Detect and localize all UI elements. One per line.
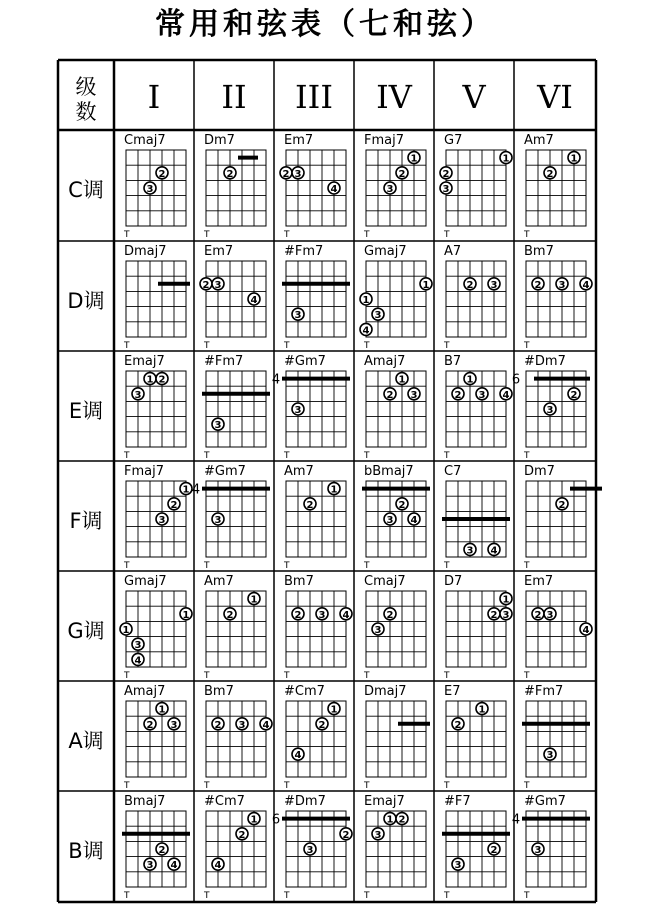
- finger-number: 1: [146, 374, 154, 386]
- thumb-marker: T: [444, 671, 450, 681]
- degree-header: II: [221, 78, 247, 116]
- finger-number: 2: [442, 168, 450, 180]
- finger-number: 2: [158, 374, 166, 386]
- finger-number: 3: [386, 184, 394, 195]
- finger-number: 3: [534, 845, 542, 856]
- finger-number: 2: [202, 279, 210, 291]
- corner-label-top: 级: [75, 75, 97, 99]
- finger-number: 3: [294, 310, 302, 322]
- chord-name: Cmaj7: [364, 574, 406, 589]
- finger-number: 3: [306, 845, 314, 856]
- fretboard-outline: [286, 591, 346, 667]
- thumb-marker: T: [284, 561, 290, 571]
- finger-number: 1: [410, 153, 418, 165]
- thumb-marker: T: [284, 671, 290, 681]
- finger-number: 3: [158, 515, 166, 526]
- fretboard-outline: [446, 371, 506, 447]
- thumb-marker: T: [204, 230, 210, 240]
- finger-number: 1: [502, 153, 510, 165]
- degree-header: V: [462, 78, 486, 116]
- chord-name: Gmaj7: [124, 574, 167, 589]
- chord-name: Cmaj7: [124, 133, 166, 148]
- finger-number: 3: [318, 609, 326, 621]
- thumb-marker: T: [364, 341, 370, 351]
- thumb-marker: T: [524, 671, 530, 681]
- fret-position-label: 4: [511, 812, 521, 828]
- fretboard-outline: [366, 371, 426, 447]
- finger-number: 2: [398, 814, 406, 826]
- fretboard-outline: [366, 701, 426, 777]
- thumb-marker: T: [364, 230, 370, 240]
- finger-number: 2: [398, 499, 406, 511]
- thumb-marker: T: [364, 891, 370, 901]
- finger-number: 1: [478, 704, 486, 716]
- chord-name: Amaj7: [124, 684, 166, 699]
- finger-number: 1: [182, 609, 190, 621]
- finger-number: 4: [294, 750, 302, 762]
- finger-number: 1: [182, 484, 190, 496]
- thumb-marker: T: [364, 451, 370, 461]
- thumb-marker: T: [124, 230, 130, 240]
- finger-number: 4: [342, 609, 350, 621]
- degree-header: I: [147, 78, 161, 116]
- finger-number: 1: [570, 153, 578, 165]
- chord-name: #Dm7: [284, 794, 326, 809]
- finger-number: 3: [238, 719, 246, 731]
- finger-number: 1: [422, 279, 430, 291]
- finger-number: 1: [158, 704, 166, 716]
- thumb-marker: T: [124, 561, 130, 571]
- fretboard-outline: [206, 371, 266, 447]
- thumb-marker: T: [524, 451, 530, 461]
- fret-position-label: 4: [191, 482, 201, 498]
- key-label: A调: [68, 729, 104, 753]
- fretboard-outline: [446, 701, 506, 777]
- chord-name: #Cm7: [284, 684, 325, 699]
- thumb-marker: T: [444, 891, 450, 901]
- thumb-marker: T: [364, 561, 370, 571]
- finger-number: 3: [374, 625, 382, 636]
- finger-number: 3: [502, 609, 510, 621]
- finger-number: 3: [546, 609, 554, 621]
- thumb-marker: T: [124, 451, 130, 461]
- finger-number: 2: [490, 845, 498, 856]
- finger-number: 4: [170, 860, 178, 872]
- finger-number: 2: [398, 168, 406, 180]
- finger-number: 3: [214, 515, 222, 526]
- finger-number: 4: [490, 545, 498, 557]
- finger-number: 4: [582, 625, 590, 636]
- fretboard-outline: [446, 261, 506, 337]
- finger-number: 3: [374, 829, 382, 841]
- fretboard-outline: [526, 701, 586, 777]
- thumb-marker: T: [204, 561, 210, 571]
- chord-name: #Cm7: [204, 794, 245, 809]
- chord-name: G7: [444, 133, 463, 148]
- finger-number: 2: [386, 609, 394, 621]
- finger-number: 1: [330, 704, 338, 716]
- fret-position-label: 4: [271, 372, 281, 388]
- finger-number: 3: [410, 389, 418, 401]
- finger-number: 2: [226, 609, 234, 621]
- fretboard-outline: [366, 811, 426, 887]
- chord-name: Fmaj7: [124, 464, 164, 479]
- finger-number: 3: [146, 184, 154, 195]
- finger-number: 2: [170, 499, 178, 511]
- chord-name: #Gm7: [204, 464, 246, 479]
- finger-number: 2: [454, 389, 462, 401]
- chord-name: Emaj7: [364, 794, 405, 809]
- finger-number: 2: [318, 719, 326, 731]
- finger-number: 3: [134, 389, 142, 401]
- finger-number: 2: [570, 389, 578, 401]
- fretboard-outline: [446, 591, 506, 667]
- finger-number: 3: [546, 750, 554, 762]
- chord-name: Em7: [204, 244, 234, 259]
- finger-number: 3: [170, 719, 178, 731]
- finger-number: 2: [238, 829, 246, 841]
- finger-number: 4: [250, 295, 258, 306]
- finger-number: 1: [386, 814, 394, 826]
- thumb-marker: T: [284, 230, 290, 240]
- thumb-marker: T: [444, 341, 450, 351]
- finger-number: 3: [214, 279, 222, 291]
- thumb-marker: T: [444, 781, 450, 791]
- finger-number: 1: [362, 295, 370, 306]
- finger-number: 4: [330, 184, 338, 195]
- thumb-marker: T: [284, 781, 290, 791]
- finger-number: 1: [502, 594, 510, 606]
- corner-label-bottom: 数: [75, 100, 97, 124]
- finger-number: 2: [534, 609, 542, 621]
- finger-number: 4: [262, 719, 270, 731]
- finger-number: 2: [386, 389, 394, 401]
- chord-name: #Fm7: [524, 684, 564, 699]
- chord-name: C7: [444, 464, 462, 479]
- finger-number: 1: [122, 625, 130, 636]
- key-label: B调: [68, 839, 104, 863]
- thumb-marker: T: [284, 341, 290, 351]
- page-title: 常用和弦表（七和弦）: [155, 7, 495, 42]
- thumb-marker: T: [444, 561, 450, 571]
- thumb-marker: T: [524, 891, 530, 901]
- thumb-marker: T: [204, 451, 210, 461]
- finger-number: 4: [410, 515, 418, 526]
- chord-name: Fmaj7: [364, 133, 404, 148]
- finger-number: 3: [490, 279, 498, 291]
- finger-number: 1: [250, 814, 258, 826]
- thumb-marker: T: [124, 671, 130, 681]
- finger-number: 1: [250, 594, 258, 606]
- finger-number: 2: [146, 719, 154, 731]
- fretboard-outline: [206, 150, 266, 226]
- thumb-marker: T: [204, 891, 210, 901]
- chord-name: E7: [444, 684, 461, 699]
- chord-name: #F7: [444, 794, 471, 809]
- chord-name: #Fm7: [284, 244, 324, 259]
- degree-header: VI: [537, 78, 573, 116]
- thumb-marker: T: [524, 561, 530, 571]
- chord-name: bBmaj7: [364, 464, 414, 479]
- fretboard-outline: [126, 371, 186, 447]
- chord-name: Gmaj7: [364, 244, 407, 259]
- chord-name: Bmaj7: [124, 794, 166, 809]
- chord-name: Em7: [284, 133, 314, 148]
- chord-name: Am7: [284, 464, 314, 479]
- finger-number: 3: [294, 405, 302, 416]
- chord-name: #Fm7: [204, 354, 244, 369]
- finger-number: 2: [158, 168, 166, 180]
- finger-number: 2: [490, 609, 498, 621]
- thumb-marker: T: [204, 671, 210, 681]
- degree-header: IV: [376, 78, 412, 116]
- finger-number: 2: [158, 845, 166, 856]
- finger-number: 3: [214, 420, 222, 432]
- finger-number: 3: [374, 310, 382, 322]
- finger-number: 3: [466, 545, 474, 557]
- finger-number: 4: [582, 279, 590, 291]
- fretboard-outline: [286, 261, 346, 337]
- key-label: C调: [68, 178, 104, 202]
- finger-number: 3: [546, 405, 554, 416]
- finger-number: 3: [442, 184, 450, 195]
- finger-number: 3: [454, 860, 462, 872]
- chord-name: Bm7: [524, 244, 554, 259]
- chord-name: Em7: [524, 574, 554, 589]
- finger-number: 1: [330, 484, 338, 496]
- key-label: F调: [69, 509, 103, 533]
- finger-number: 4: [214, 860, 222, 872]
- thumb-marker: T: [364, 781, 370, 791]
- chord-name: Amaj7: [364, 354, 406, 369]
- finger-number: 3: [478, 389, 486, 401]
- fretboard-outline: [206, 701, 266, 777]
- thumb-marker: T: [524, 781, 530, 791]
- chord-name: Bm7: [284, 574, 314, 589]
- finger-number: 4: [362, 325, 370, 337]
- chord-name: D7: [444, 574, 463, 589]
- finger-number: 2: [454, 719, 462, 731]
- thumb-marker: T: [124, 341, 130, 351]
- finger-number: 2: [534, 279, 542, 291]
- finger-number: 1: [398, 374, 406, 386]
- degree-header: III: [295, 78, 333, 116]
- key-label: G调: [67, 619, 105, 643]
- fret-position-label: 6: [271, 812, 281, 828]
- chord-name: Dmaj7: [364, 684, 407, 699]
- finger-number: 4: [502, 389, 510, 401]
- finger-number: 2: [558, 499, 566, 511]
- chord-name: A7: [444, 244, 462, 259]
- fretboard-outline: [126, 701, 186, 777]
- fretboard-outline: [526, 481, 586, 557]
- thumb-marker: T: [524, 230, 530, 240]
- thumb-marker: T: [364, 671, 370, 681]
- finger-number: 4: [134, 655, 142, 667]
- finger-number: 2: [306, 499, 314, 511]
- thumb-marker: T: [204, 781, 210, 791]
- thumb-marker: T: [124, 781, 130, 791]
- chord-name: Am7: [524, 133, 554, 148]
- finger-number: 2: [546, 168, 554, 180]
- finger-number: 2: [214, 719, 222, 731]
- finger-number: 3: [386, 515, 394, 526]
- key-label: E调: [68, 399, 104, 423]
- key-label: D调: [67, 289, 105, 313]
- chord-name: Dm7: [524, 464, 555, 479]
- finger-number: 3: [134, 640, 142, 652]
- fretboard-outline: [446, 150, 506, 226]
- thumb-marker: T: [444, 451, 450, 461]
- finger-number: 2: [282, 168, 290, 180]
- finger-number: 3: [146, 860, 154, 872]
- finger-number: 2: [226, 168, 234, 180]
- thumb-marker: T: [524, 341, 530, 351]
- chord-name: Bm7: [204, 684, 234, 699]
- finger-number: 2: [466, 279, 474, 291]
- fretboard-outline: [126, 261, 186, 337]
- chord-name: B7: [444, 354, 462, 369]
- chord-name: #Gm7: [524, 794, 566, 809]
- chord-name: Emaj7: [124, 354, 165, 369]
- chord-name: #Dm7: [524, 354, 566, 369]
- fret-position-label: 6: [511, 372, 521, 388]
- fretboard-outline: [366, 261, 426, 337]
- chord-name: Am7: [204, 574, 234, 589]
- chord-name: Dmaj7: [124, 244, 167, 259]
- thumb-marker: T: [204, 341, 210, 351]
- finger-number: 2: [294, 609, 302, 621]
- finger-number: 1: [466, 374, 474, 386]
- thumb-marker: T: [124, 891, 130, 901]
- thumb-marker: T: [444, 230, 450, 240]
- finger-number: 3: [294, 168, 302, 180]
- thumb-marker: T: [284, 451, 290, 461]
- finger-number: 3: [558, 279, 566, 291]
- fretboard-outline: [526, 261, 586, 337]
- chord-name: Dm7: [204, 133, 235, 148]
- finger-number: 2: [342, 829, 350, 841]
- chord-name: #Gm7: [284, 354, 326, 369]
- thumb-marker: T: [284, 891, 290, 901]
- fretboard-outline: [526, 591, 586, 667]
